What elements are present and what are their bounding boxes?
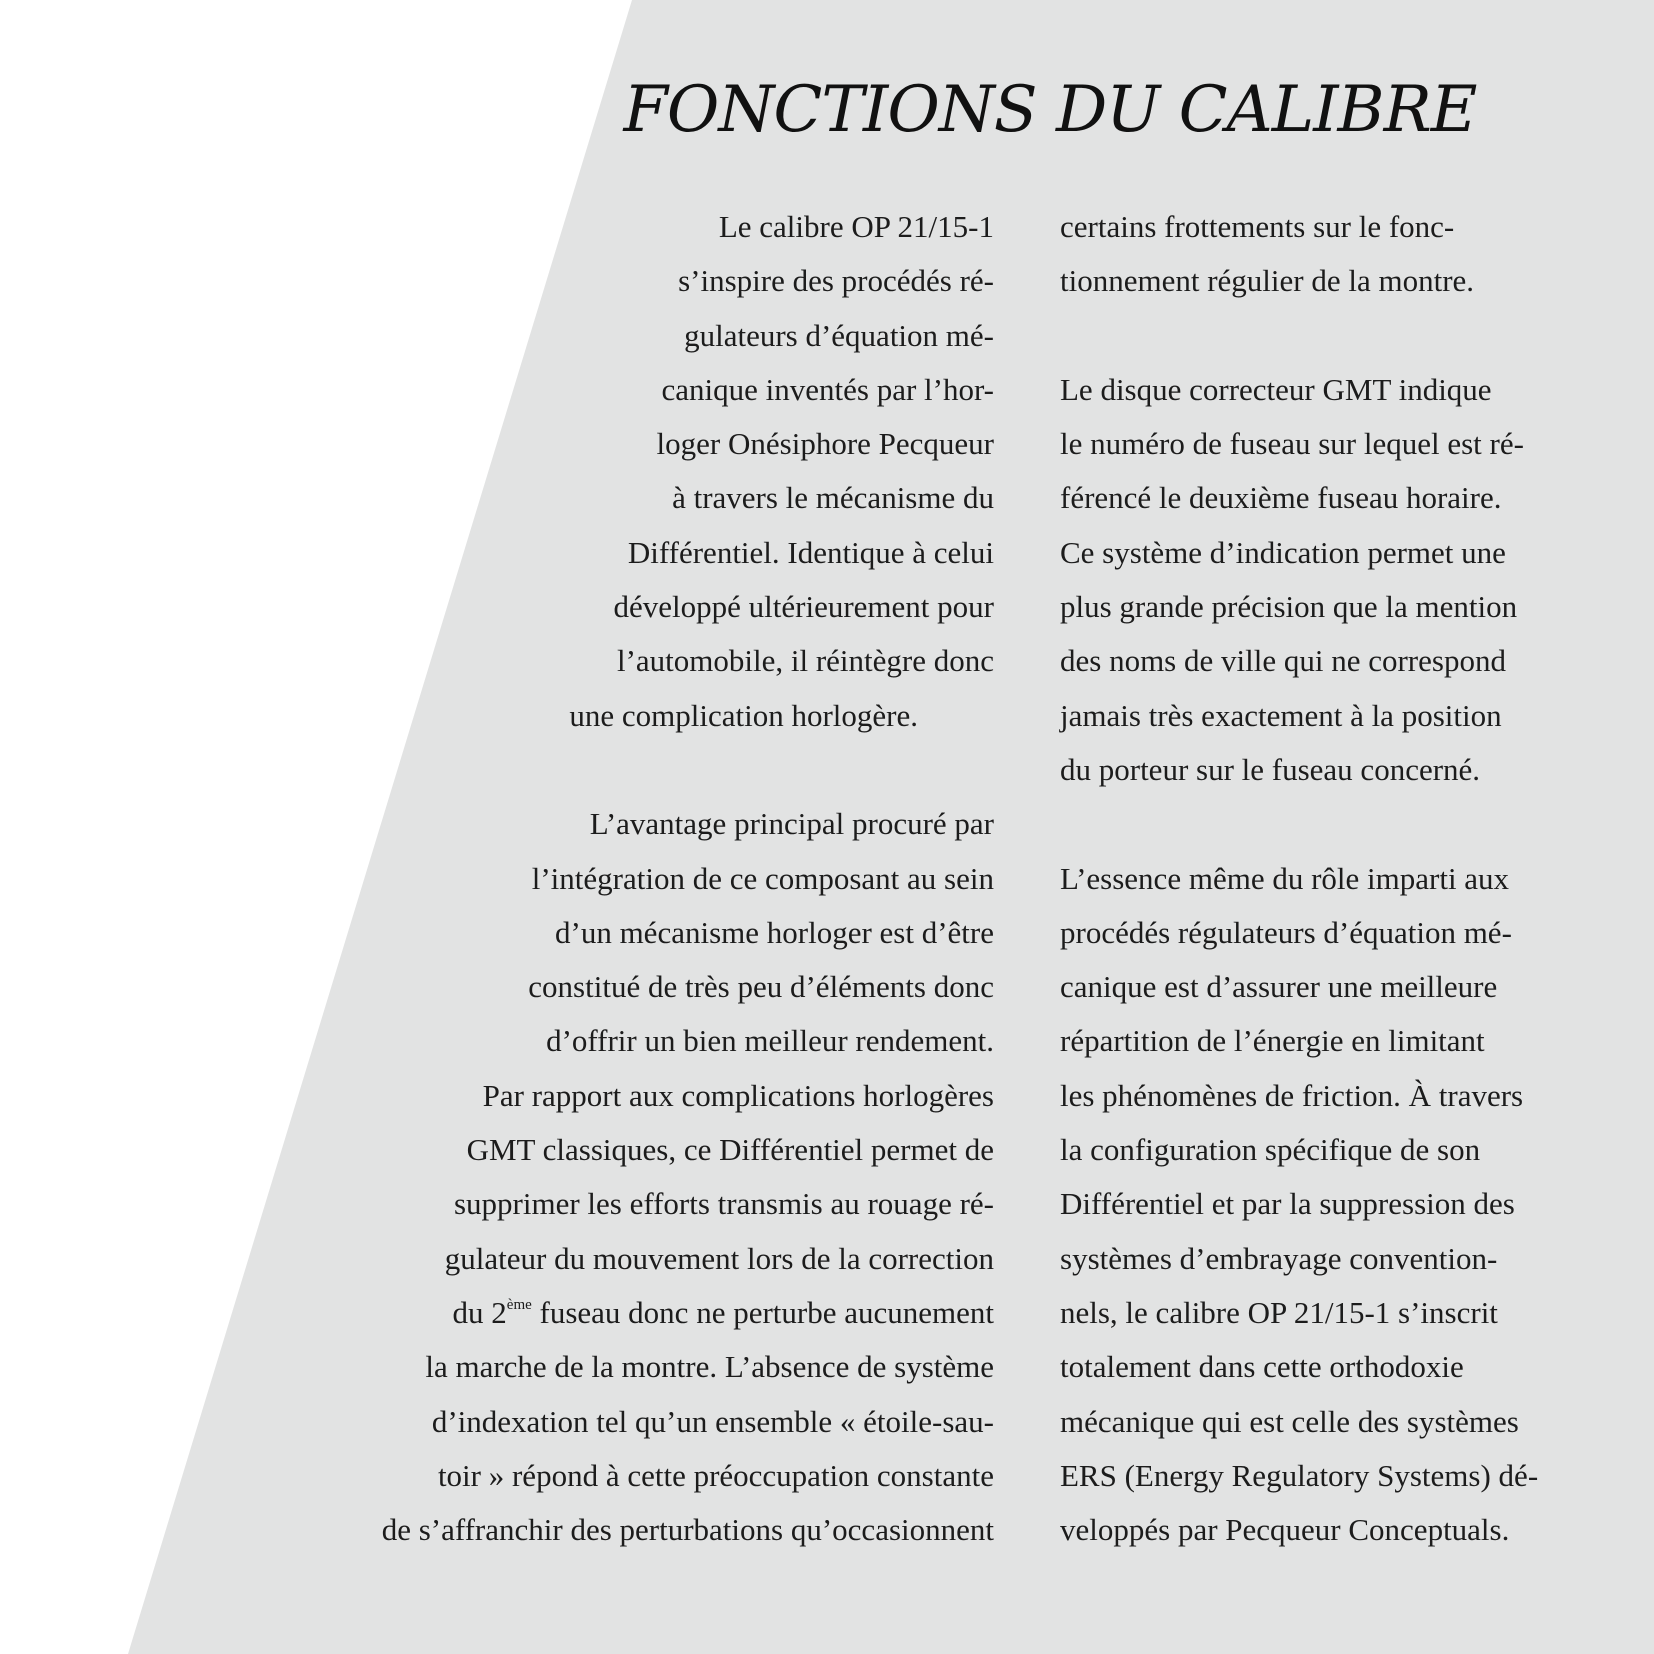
- text-line: développé ultérieurement pour: [613, 589, 994, 625]
- text-line: L’avantage principal procuré par: [589, 806, 994, 842]
- text-line: systèmes d’embrayage convention-: [1060, 1240, 1498, 1276]
- text-line: mécanique qui est celle des systèmes: [1060, 1403, 1519, 1439]
- text-fragment: du 2: [452, 1294, 507, 1330]
- paragraph-gap: [1060, 797, 1538, 851]
- text-line: canique est d’assurer une meilleure: [1060, 969, 1498, 1005]
- text-line: à travers le mécanisme du: [672, 480, 994, 516]
- text-line: du porteur sur le fuseau concerné.: [1060, 751, 1481, 787]
- text-line: d’indexation tel qu’un ensemble « étoile-sau-: [431, 1403, 994, 1439]
- paragraph-gap: [1060, 309, 1538, 363]
- text-line: d’un mécanisme horloger est d’être: [555, 914, 994, 950]
- text-line: loger Onésiphore Pecqueur: [656, 426, 994, 462]
- text-line: constitué de très peu d’éléments donc: [528, 969, 994, 1005]
- text-line: GMT classiques, ce Différentiel permet de: [466, 1132, 994, 1168]
- text-line: Le disque correcteur GMT indique: [1060, 371, 1492, 407]
- text-line: nels, le calibre OP 21/15-1 s’inscrit: [1060, 1294, 1498, 1330]
- text-line: tionnement régulier de la montre.: [1060, 263, 1475, 299]
- superscript-ordinal: ème: [506, 1296, 532, 1313]
- text-line: la marche de la montre. L’absence de système: [425, 1349, 994, 1385]
- left-text-column: [382, 200, 994, 1557]
- text-line: la configuration spécifique de son: [1060, 1132, 1481, 1168]
- text-line: L’essence même du rôle imparti aux: [1060, 860, 1510, 896]
- text-fragment: fuseau donc ne perturbe aucunement: [531, 1294, 994, 1330]
- text-line: l’intégration de ce composant au sein: [531, 860, 994, 896]
- text-line: les phénomènes de friction. À travers: [1060, 1077, 1524, 1113]
- text-line: procédés régulateurs d’équation mé-: [1060, 914, 1512, 950]
- text-line-superscript: [382, 1286, 994, 1340]
- text-line: d’offrir un bien meilleur rendement.: [546, 1023, 994, 1059]
- paragraph-gap: [382, 743, 994, 797]
- page-title: FONCTIONS DU CALIBRE: [623, 73, 1477, 147]
- text-line: de s’affranchir des perturbations qu’occasionnent: [381, 1512, 994, 1548]
- text-line: canique inventés par l’hor-: [661, 371, 994, 407]
- text-line: gulateurs d’équation mé-: [684, 317, 994, 353]
- text-line: Différentiel. Identique à celui: [627, 534, 994, 570]
- text-line: férencé le deuxième fuseau horaire.: [1060, 480, 1502, 516]
- text-line: Différentiel et par la suppression des: [1060, 1186, 1515, 1222]
- text-line: s’inspire des procédés ré-: [678, 263, 994, 299]
- text-line: supprimer les efforts transmis au rouage ré-: [453, 1186, 994, 1222]
- text-line: l’automobile, il réintègre donc: [616, 643, 994, 679]
- text-line: Le calibre OP 21/15-1: [718, 209, 994, 244]
- text-line: le numéro de fuseau sur lequel est ré-: [1060, 426, 1524, 462]
- text-line: Ce système d’indication permet une: [1060, 534, 1506, 570]
- text-line: Par rapport aux complications horlogères: [482, 1077, 994, 1113]
- text-line: répartition de l’énergie en limitant: [1060, 1023, 1485, 1059]
- text-line: une complication horlogère.: [569, 697, 918, 733]
- text-line: certains frottements sur le fonc-: [1060, 209, 1455, 244]
- text-line: totalement dans cette orthodoxie: [1060, 1349, 1464, 1385]
- text-line: gulateur du mouvement lors de la correction: [444, 1240, 994, 1276]
- text-line: jamais très exactement à la position: [1060, 697, 1502, 733]
- text-line: plus grande précision que la mention: [1060, 589, 1518, 625]
- text-line: des noms de ville qui ne correspond: [1060, 643, 1506, 679]
- text-line: toir » répond à cette préoccupation constante: [437, 1457, 994, 1493]
- right-text-column: [1060, 200, 1538, 1557]
- text-line: veloppés par Pecqueur Conceptuals.: [1060, 1512, 1510, 1548]
- text-line: ERS (Energy Regulatory Systems) dé-: [1060, 1457, 1539, 1493]
